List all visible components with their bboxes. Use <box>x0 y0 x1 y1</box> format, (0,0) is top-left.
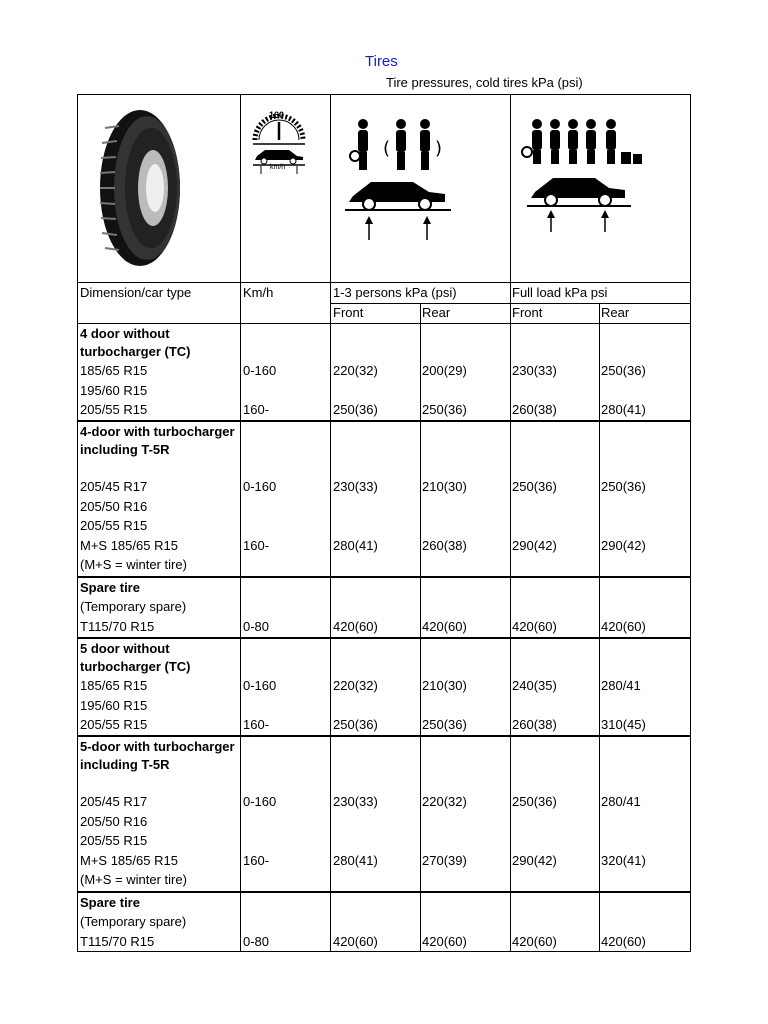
row-value-speed: 0-160 <box>243 479 277 494</box>
row-value-speed: 0-160 <box>243 794 277 809</box>
row-value-p-rear: 210(30) <box>422 678 467 693</box>
row-value-f-rear: 290(42) <box>601 537 646 553</box>
section-divider <box>77 637 691 639</box>
column-divider-persons <box>330 94 331 952</box>
speedometer-illustration <box>249 104 309 174</box>
row-value-p-front: 280(41) <box>333 537 378 553</box>
row-label: 185/65 R15 <box>80 678 148 693</box>
table-border-top <box>77 94 691 95</box>
header-fullload: Full load kPa psi <box>512 285 608 300</box>
speedometer-value: 160 <box>269 110 285 120</box>
svg-text:(: ( <box>383 138 391 159</box>
row-value-p-rear: 220(32) <box>422 794 467 809</box>
row-value-p-rear: 420(60) <box>422 618 467 634</box>
row-label: 205/55 R15 <box>80 518 148 533</box>
tire-illustration <box>95 108 190 268</box>
row-label: 205/45 R17 <box>80 479 148 494</box>
column-divider-fullload-rear <box>599 303 600 952</box>
row-value-f-rear: 320(41) <box>601 852 646 868</box>
row-value-speed: 0-80 <box>243 933 270 949</box>
row-label: 205/55 R15 <box>80 833 148 848</box>
row-value-p-rear: 260(38) <box>422 537 467 553</box>
header-bottom <box>77 323 691 324</box>
row-label: 205/45 R17 <box>80 794 148 809</box>
header-speed: Km/h <box>243 285 274 300</box>
row-value-f-front: 260(38) <box>512 717 557 732</box>
row-value-f-front: 420(60) <box>512 618 557 634</box>
row-label: 205/55 R15 <box>80 717 148 732</box>
persons-load-illustration <box>345 116 455 248</box>
row-value-p-front: 230(33) <box>333 479 378 494</box>
row-value-p-front: 220(32) <box>333 363 378 378</box>
section-divider <box>77 420 691 422</box>
row-value-p-rear: 250(36) <box>422 402 467 417</box>
section-divider <box>77 576 691 578</box>
row-value-f-rear: 420(60) <box>601 618 646 634</box>
page-subtitle: Tire pressures, cold tires kPa (psi) <box>386 75 583 90</box>
row-label: (Temporary spare) <box>80 914 187 929</box>
column-divider-persons-rear <box>420 303 421 952</box>
row-value-f-front: 250(36) <box>512 794 557 809</box>
row-label: 195/60 R15 <box>80 697 148 713</box>
section-title: 5 door without turbocharger (TC) <box>80 641 191 674</box>
row-value-f-rear: 280/41 <box>601 794 641 809</box>
section-title: Spare tire <box>80 580 140 595</box>
row-value-p-rear: 270(39) <box>422 852 467 868</box>
row-value-f-rear: 420(60) <box>601 933 646 949</box>
row-value-f-front: 420(60) <box>512 933 557 949</box>
page-title: Tires <box>365 53 398 70</box>
subheader-fullload-front: Front <box>512 305 543 320</box>
row-value-speed: 0-160 <box>243 678 277 693</box>
row-value-p-front: 230(33) <box>333 794 378 809</box>
row-value-f-front: 250(36) <box>512 479 557 494</box>
table-border-left <box>77 94 78 952</box>
section-divider <box>77 735 691 737</box>
row-value-p-front: 280(41) <box>333 852 378 868</box>
svg-text:): ) <box>435 138 443 159</box>
header-persons: 1-3 persons kPa (psi) <box>333 285 457 300</box>
row-label: M+S 185/65 R15 <box>80 537 178 553</box>
subheader-persons-front: Front <box>333 305 364 320</box>
row-label: (M+S = winter tire) <box>80 872 187 887</box>
column-divider-speed <box>240 94 241 952</box>
subheader-persons-rear: Rear <box>422 305 451 320</box>
row-label: M+S 185/65 R15 <box>80 852 178 868</box>
row-value-speed: 160- <box>243 852 270 868</box>
section-title: Spare tire <box>80 895 140 910</box>
row-value-f-rear: 250(36) <box>601 363 646 378</box>
row-value-speed: 160- <box>243 537 270 553</box>
row-label: 195/60 R15 <box>80 382 148 398</box>
row-label: 185/65 R15 <box>80 363 148 378</box>
row-label: T115/70 R15 <box>80 933 155 949</box>
row-value-p-front: 250(36) <box>333 402 378 417</box>
section-divider <box>77 891 691 893</box>
row-value-p-front: 220(32) <box>333 678 378 693</box>
row-value-speed: 0-80 <box>243 618 270 634</box>
row-value-p-front: 420(60) <box>333 933 378 949</box>
header-dimension: Dimension/car type <box>80 285 192 300</box>
row-value-p-rear: 200(29) <box>422 363 467 378</box>
row-value-speed: 0-160 <box>243 363 277 378</box>
section-title: 4 door without turbocharger (TC) <box>80 326 191 359</box>
table-border-bottom <box>77 951 691 952</box>
row-value-p-rear: 420(60) <box>422 933 467 949</box>
section-title: 5-door with turbocharger including T-5R <box>80 739 235 772</box>
row-value-f-front: 290(42) <box>512 852 557 868</box>
row-value-f-rear: 280(41) <box>601 402 646 417</box>
row-value-f-rear: 250(36) <box>601 479 646 494</box>
row-value-p-front: 420(60) <box>333 618 378 634</box>
column-divider-fullload <box>510 94 511 952</box>
row-value-p-front: 250(36) <box>333 717 378 732</box>
row-value-speed: 160- <box>243 717 270 732</box>
tire-pressure-table <box>77 94 691 952</box>
row-value-f-front: 290(42) <box>512 537 557 553</box>
row-value-speed: 160- <box>243 402 270 417</box>
row-label: T115/70 R15 <box>80 618 155 634</box>
section-title: 4-door with turbocharger including T-5R <box>80 424 235 457</box>
row-label: 205/50 R16 <box>80 813 148 829</box>
full-load-illustration <box>519 116 649 236</box>
row-label: 205/55 R15 <box>80 402 148 417</box>
subheader-fullload-rear: Rear <box>601 305 630 320</box>
row-value-f-front: 230(33) <box>512 363 557 378</box>
row-value-f-rear: 310(45) <box>601 717 646 732</box>
table-border-right <box>690 94 691 952</box>
row-label: 205/50 R16 <box>80 498 148 514</box>
row-value-f-rear: 280/41 <box>601 678 641 693</box>
row-value-p-rear: 250(36) <box>422 717 467 732</box>
speedometer-unit: km/h <box>270 164 286 171</box>
row-label: (Temporary spare) <box>80 599 187 614</box>
row-value-p-rear: 210(30) <box>422 479 467 494</box>
row-label: (M+S = winter tire) <box>80 557 187 572</box>
row-value-f-front: 260(38) <box>512 402 557 417</box>
row-value-f-front: 240(35) <box>512 678 557 693</box>
subheader-divider <box>330 303 691 304</box>
